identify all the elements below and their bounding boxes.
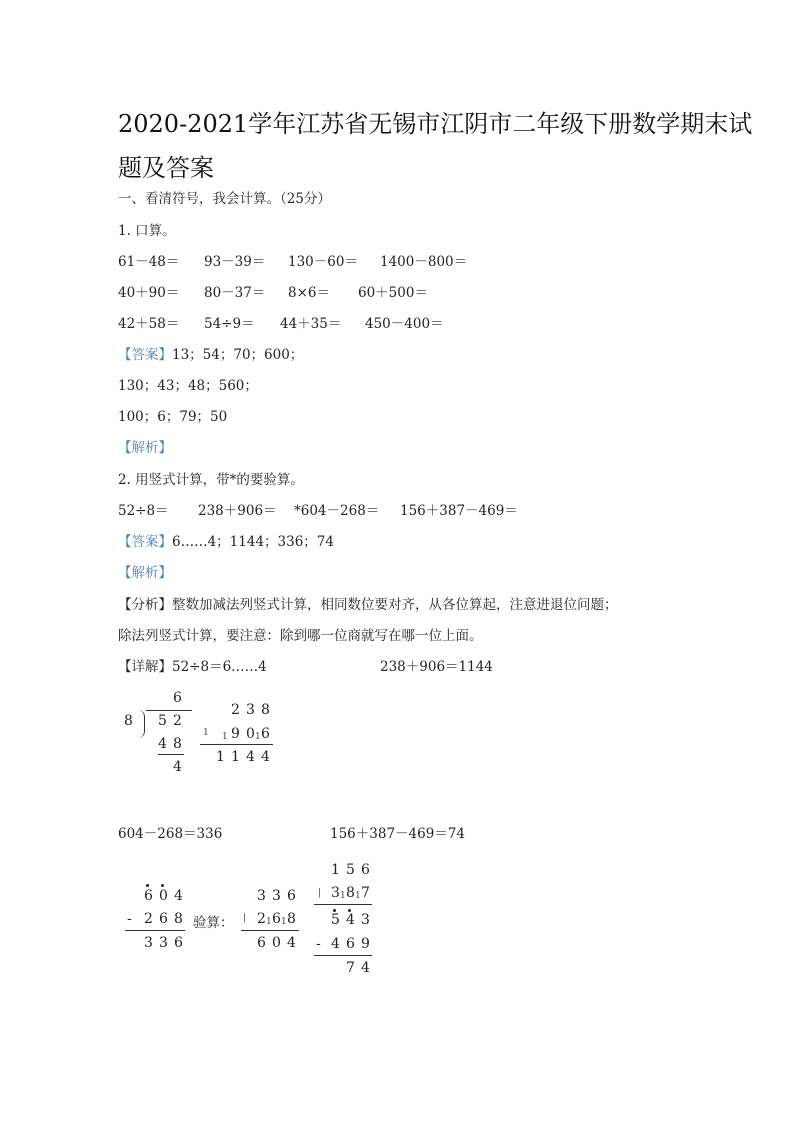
- carry-mark: 1: [222, 732, 228, 742]
- plus-sign: |: [243, 913, 247, 923]
- digit: 4: [361, 960, 370, 976]
- q1-answer-line1: [118, 343, 303, 363]
- q1-row2-item1: 40＋90＝: [118, 285, 180, 301]
- digit: 7: [346, 960, 355, 976]
- digit: 4: [331, 936, 340, 952]
- fenxi-line2: 除法列竖式计算，要注意：除到哪一位商就写在哪一位上面。: [118, 628, 483, 644]
- q1-row2-item4: 60＋500＝: [358, 285, 428, 301]
- xiangjie-tag: 【详解】: [118, 659, 172, 675]
- answer-tag: 【答案】: [118, 347, 172, 363]
- digit: 6: [287, 888, 296, 904]
- sum-line: [200, 744, 273, 745]
- digit: 3: [257, 888, 266, 904]
- digit: 0: [159, 888, 168, 904]
- division-bracket: [138, 710, 145, 738]
- digit: 3: [144, 935, 153, 951]
- q1-row3-item2: 54÷9＝: [204, 316, 255, 332]
- quotient: 6: [173, 690, 182, 706]
- remainder: 4: [173, 759, 182, 775]
- digit: 1: [216, 749, 225, 765]
- digit: 2: [257, 911, 266, 927]
- plus-sign: |: [318, 888, 322, 898]
- q2-problem-1: 52÷8＝: [118, 503, 169, 519]
- digit: 6: [346, 936, 355, 952]
- digit: 6: [361, 862, 370, 878]
- borrow-dot: [146, 884, 149, 887]
- answer-tag: 【答案】: [118, 534, 172, 550]
- check-label: 验算：: [193, 915, 234, 931]
- borrow-dot: [161, 884, 164, 887]
- digit: 5: [346, 862, 355, 878]
- dividend-digit: 2: [173, 713, 182, 729]
- q1-row1-item4: 1400－800＝: [380, 254, 468, 270]
- digit: 9: [361, 936, 370, 952]
- q1-row1-item3: 130－60＝: [288, 254, 358, 270]
- q2-problem-3: *604－268＝: [294, 503, 380, 519]
- digit: 4: [246, 749, 255, 765]
- carry-mark: 1: [355, 891, 361, 901]
- q1-answer-line3: 100；6；79；50: [118, 409, 228, 425]
- digit: 4: [346, 912, 355, 928]
- digit: 6: [159, 911, 168, 927]
- eq-subtraction: 604－268＝336: [118, 826, 223, 842]
- fenxi-tag: 【分析】: [118, 597, 172, 613]
- eq-addition: 238＋906＝1144: [380, 659, 493, 675]
- xiangjie-line: [118, 655, 267, 675]
- digit: 8: [287, 911, 296, 927]
- digit: 3: [331, 885, 340, 901]
- q1-row1-item2: 93－39＝: [204, 254, 266, 270]
- difference-line: [314, 955, 372, 956]
- digit: 4: [174, 888, 183, 904]
- fenxi-text-1: 整数加减法列竖式计算，相同数位要对齐，从各位算起，注意进退位问题；: [172, 597, 618, 613]
- sum-line: [241, 930, 299, 931]
- product-digit: 4: [158, 736, 167, 752]
- carry-mark: 1: [281, 917, 287, 927]
- sum-line: [314, 904, 372, 905]
- q1-row1-item1: 61－48＝: [118, 254, 180, 270]
- section-heading: 一、看清符号，我会计算。（25分）: [118, 191, 331, 207]
- difference-line: [125, 930, 185, 931]
- division-bar: [146, 710, 192, 711]
- carry-mark: 1: [340, 891, 346, 901]
- digit: 3: [159, 935, 168, 951]
- digit: 8: [174, 911, 183, 927]
- q2-problem-4: 156＋387－469＝: [400, 503, 518, 519]
- plus-sign: 1: [203, 728, 209, 738]
- digit: 6: [174, 935, 183, 951]
- digit: 5: [331, 912, 340, 928]
- digit: 0: [246, 726, 255, 742]
- digit: 1: [331, 862, 340, 878]
- question-2-label: 2. 用竖式计算，带*的要验算。: [118, 472, 304, 488]
- digit: 6: [272, 911, 281, 927]
- division-subtract-line: [158, 754, 184, 755]
- minus-sign: -: [316, 936, 321, 952]
- q1-row3-item1: 42＋58＝: [118, 316, 180, 332]
- q2-answer-line: [118, 530, 334, 550]
- eq-mixed: 156＋387－469＝74: [330, 826, 465, 842]
- q1-row2-item2: 80－37＝: [204, 285, 266, 301]
- q1-answer-text-1: 13；54；70；600；: [172, 347, 304, 363]
- fenxi-line1: [118, 593, 618, 613]
- digit: 6: [144, 888, 153, 904]
- digit: 8: [346, 885, 355, 901]
- carry-mark: 1: [266, 917, 272, 927]
- minus-sign: -: [127, 911, 132, 927]
- question-1-label: 1. 口算。: [118, 223, 176, 239]
- q2-analysis-tag: 【解析】: [118, 565, 172, 581]
- digit: 6: [257, 935, 266, 951]
- digit: 0: [272, 935, 281, 951]
- digit: 4: [287, 935, 296, 951]
- document-title-line1: 2020-2021学年江苏省无锡市江阴市二年级下册数学期末试: [118, 110, 753, 138]
- digit: 7: [361, 885, 370, 901]
- digit: 4: [261, 749, 270, 765]
- q1-analysis-tag: 【解析】: [118, 440, 172, 456]
- digit: 2: [144, 911, 153, 927]
- digit: 8: [261, 702, 270, 718]
- carry-mark: 1: [255, 732, 261, 742]
- q2-answer-text: 6……4；1144；336；74: [172, 534, 334, 550]
- q1-answer-line2: 130；43；48；560；: [118, 378, 258, 394]
- q1-row3-item3: 44＋35＝: [280, 316, 342, 332]
- digit: 1: [231, 749, 240, 765]
- q2-problem-2: 238＋906＝: [198, 503, 277, 519]
- digit: 3: [361, 912, 370, 928]
- digit: 2: [231, 702, 240, 718]
- digit: 6: [261, 726, 270, 742]
- document-title-line2: 题及答案: [118, 154, 214, 182]
- product-digit: 8: [173, 736, 182, 752]
- eq-division: 52÷8＝6……4: [172, 659, 267, 675]
- q1-row3-item4: 450－400＝: [365, 316, 444, 332]
- divisor: 8: [124, 713, 133, 729]
- digit: 9: [231, 726, 240, 742]
- digit: 3: [246, 702, 255, 718]
- dividend-digit: 5: [158, 713, 167, 729]
- q1-row2-item3: 8×6＝: [288, 285, 330, 301]
- digit: 3: [272, 888, 281, 904]
